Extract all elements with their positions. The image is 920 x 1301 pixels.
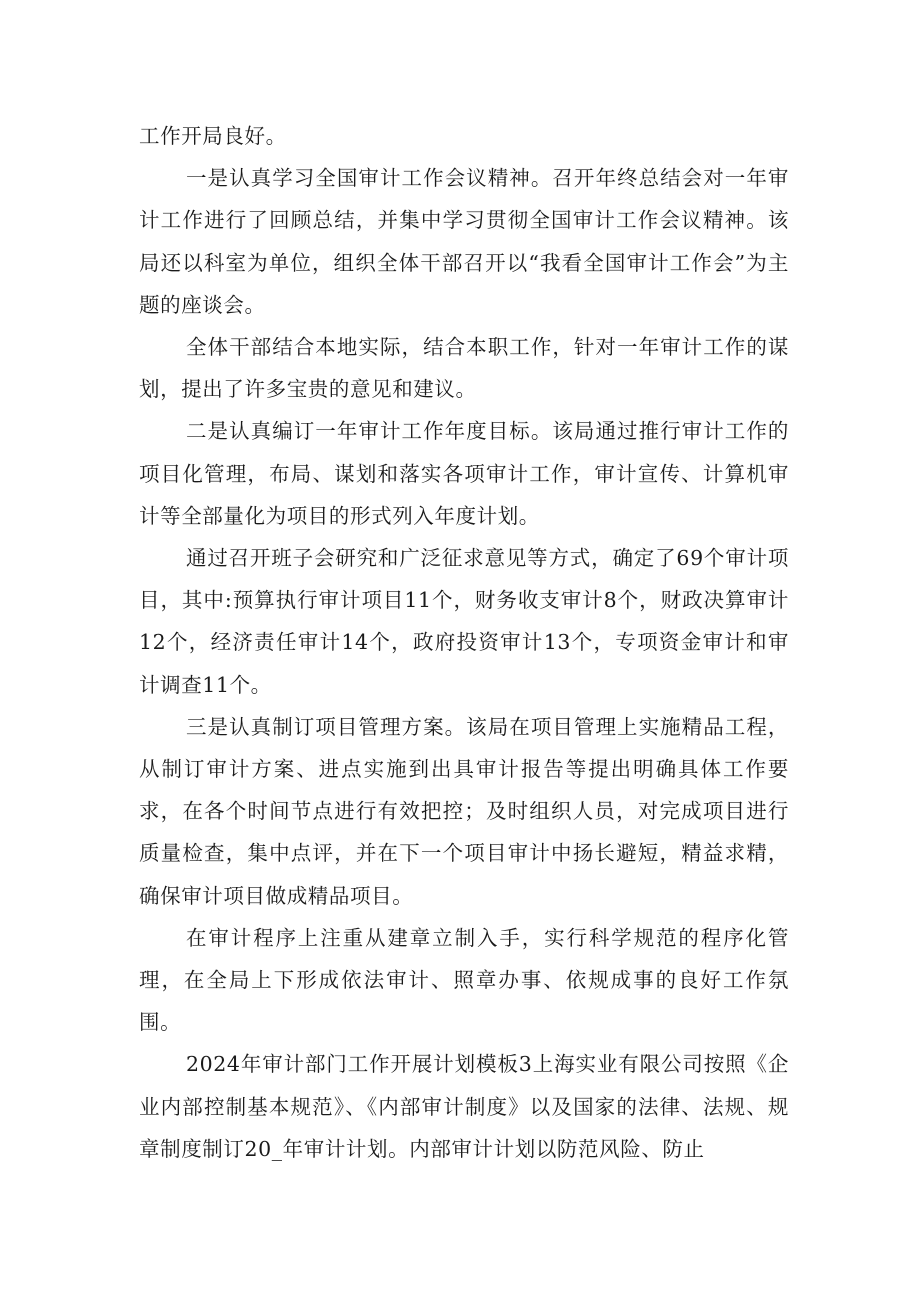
document-body — [139, 115, 789, 1170]
paragraph-cadre-suggestions: 全体干部结合本地实际，结合本职工作，针对一年审计工作的谋划，提出了许多宝贵的意见和建议。 — [139, 335, 789, 402]
paragraph-audit-procedure: 在审计程序上注重从建章立制入手，实行科学规范的程序化管理，在全局上下形成依法审计、照章办事、依规成事的良好工作氛围。 — [139, 925, 789, 1035]
paragraph-study-meeting: 一是认真学习全国审计工作会议精神。召开年终总结会对一年审计工作进行了回顾总结，并集中学习贯彻全国审计工作会议精神。该局还以科室为单位，组织全体干部召开以“我看全国审计工作会”为主题的座谈会。 — [139, 166, 789, 317]
paragraph-project-management: 三是认真制订项目管理方案。该局在项目管理上实施精品工程，从制订审计方案、进点实施到出具审计报告等提出明确具体工作要求，在各个时间节点进行有效把控；及时组织人员，对完成项目进行质量检查，集中点评，并在下一个项目审计中扬长避短，精益求精，确保审计项目做成精品项目。 — [139, 714, 789, 908]
paragraph-continuation: 工作开局良好。 — [139, 124, 287, 148]
paragraph-plan-template: 2024年审计部门工作开展计划模板3上海实业有限公司按照《企业内部控制基本规范》、《内部审计制度》以及国家的法律、法规、规章制度制订20_年审计计划。内部审计计划以防范风险、防止 — [139, 1052, 789, 1161]
paragraph-project-count: 通过召开班子会研究和广泛征求意见等方式，确定了69个审计项目，其中:预算执行审计项目11个，财务收支审计8个，财政决算审计12个，经济责任审计14个，政府投资审计13个，专项资金审计和审计调查11个。 — [139, 546, 789, 697]
paragraph-annual-goals: 二是认真编订一年审计工作年度目标。该局通过推行审计工作的项目化管理，布局、谋划和落实各项审计工作，审计宣传、计算机审计等全部量化为项目的形式列入年度计划。 — [139, 419, 789, 528]
